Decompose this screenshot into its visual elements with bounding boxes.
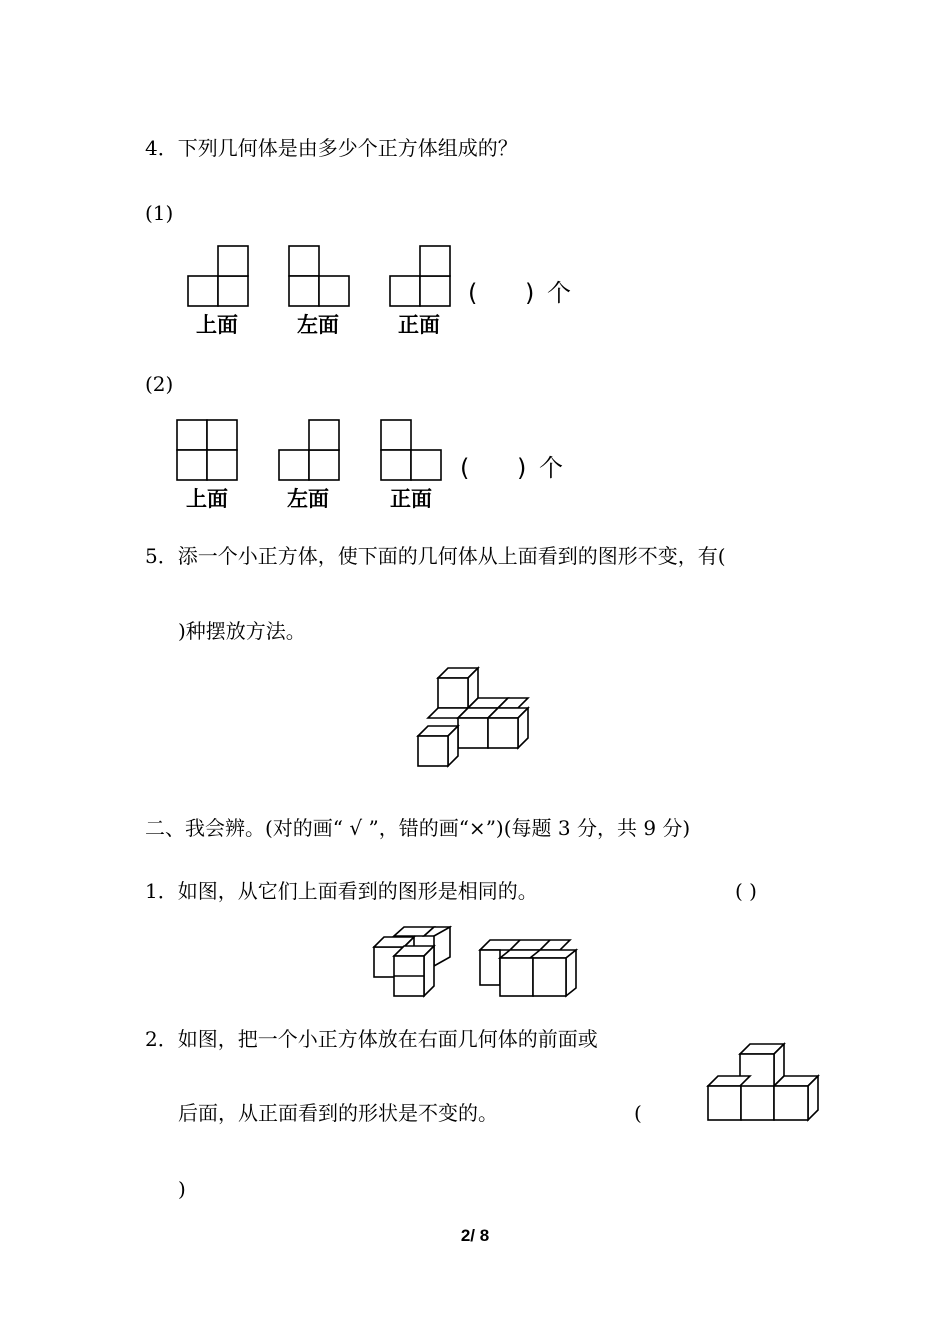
q4-p2-view-left-label: 左面 bbox=[287, 487, 329, 511]
q4-p1-answer-open: ( bbox=[468, 279, 478, 307]
q4-p2-unit: 个 bbox=[539, 454, 563, 482]
s2-q2-figure bbox=[706, 1042, 822, 1124]
section2-heading: 二、我会辨。(对的画“ √ ”，错的画“×”)(每题 3 分，共 9 分) bbox=[145, 816, 691, 840]
q4-p1-unit: 个 bbox=[547, 279, 571, 307]
s2-q2-line1: 2．如图，把一个小正方体放在右面几何体的前面或 bbox=[145, 1027, 598, 1051]
q4-p2-view-front-label: 正面 bbox=[390, 487, 432, 511]
q4-p1-view-left-label: 左面 bbox=[297, 313, 339, 337]
q4-p1-front-view bbox=[388, 246, 452, 308]
q5-cube-figure bbox=[416, 664, 530, 768]
s2-q1-figure-right bbox=[478, 938, 580, 1000]
q4-p1-answer-close: ) bbox=[525, 279, 535, 307]
q4-p2-left-view bbox=[278, 419, 342, 481]
s2-q2-bracket-close: ) bbox=[178, 1177, 186, 1201]
q4-p1-view-front-label: 正面 bbox=[398, 313, 440, 337]
q4-p1-left-view bbox=[288, 246, 352, 308]
q4-text: 4．下列几何体是由多少个正方体组成的？ bbox=[145, 136, 518, 160]
q4-p2-answer-open: ( bbox=[460, 454, 470, 482]
s2-q1-bracket: ( ) bbox=[735, 879, 757, 903]
s2-q1-text: 1．如图，从它们上面看到的图形是相同的。 bbox=[145, 879, 538, 903]
s2-q2-line2: 后面，从正面看到的形状是不变的。 bbox=[178, 1101, 498, 1125]
q4-p1-top-view bbox=[186, 246, 250, 308]
q4-p2-front-view bbox=[380, 419, 444, 481]
q4-part2-label: (2) bbox=[145, 372, 174, 396]
q4-p2-answer-close: ) bbox=[517, 454, 527, 482]
q4-p1-view-top-label: 上面 bbox=[196, 313, 238, 337]
page-number: 2/ 8 bbox=[460, 1226, 490, 1245]
q5-line2: )种摆放方法。 bbox=[178, 619, 306, 643]
q5-line1: 5．添一个小正方体，使下面的几何体从上面看到的图形不变，有( bbox=[145, 544, 726, 568]
q4-part1-label: (1) bbox=[145, 201, 174, 225]
q4-p2-view-top-label: 上面 bbox=[186, 487, 228, 511]
s2-q1-figure-left bbox=[372, 926, 454, 998]
q4-p2-top-view bbox=[176, 419, 240, 481]
s2-q2-bracket-open: ( bbox=[634, 1101, 642, 1125]
